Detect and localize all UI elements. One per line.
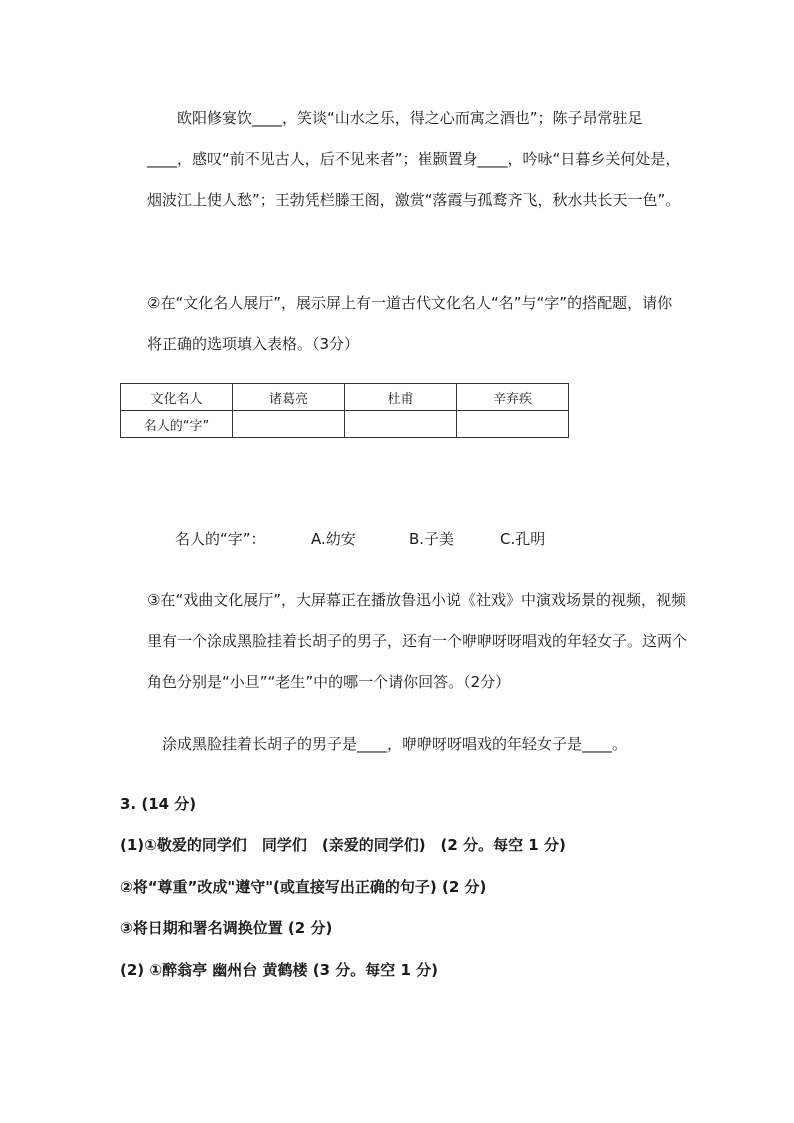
table-answer-cell bbox=[345, 411, 457, 438]
table-header-cell: 文化名人 bbox=[121, 384, 233, 411]
table-answer-cell bbox=[233, 411, 345, 438]
option-b: B.子美 bbox=[409, 530, 455, 548]
opera-fill-blank: 涂成黑脸挂着长胡子的男子是____，咿咿呀呀唱戏的年轻女子是____。 bbox=[162, 735, 628, 753]
answer-line-1: (1)①敬爱的同学们 同学们 (亲爱的同学们) (2 分。每空 1 分) bbox=[120, 836, 566, 854]
options-line bbox=[175, 529, 546, 549]
table-row bbox=[121, 411, 569, 438]
table-header-cell: 诸葛亮 bbox=[233, 384, 345, 411]
name-courtesy-table bbox=[120, 383, 569, 438]
answer-line-3: ③将日期和署名调换位置 (2 分) bbox=[120, 919, 333, 937]
table-header-row bbox=[121, 384, 569, 411]
table-row-label: 名人的“字” bbox=[121, 411, 233, 438]
table-header-cell: 杜甫 bbox=[345, 384, 457, 411]
option-c: C.孔明 bbox=[500, 530, 546, 548]
paragraph-famous-places: 欧阳修宴饮____，笑谈“山水之乐，得之心而寓之酒也”；陈子昂常驻足____，感叹“前不见古人，后不见来者”；崔颢置身____，吟咏“日暮乡关何处是，烟波江上使人愁”；王勃凭栏滕王阁，激赏“落霞与孤鹜齐飞，秋水共长天一色”。 bbox=[147, 109, 681, 209]
paragraph-opera-question: ③在“戏曲文化展厅”，大屏幕正在播放鲁迅小说《社戏》中演戏场景的视频，视频里有一个涂成黑脸挂着长胡子的男子，还有一个咿咿呀呀唱戏的年轻女子。这两个角色分别是“小旦”“老生”中的哪一个请你回答。（2分） bbox=[147, 591, 688, 691]
option-a: A.幼安 bbox=[311, 530, 356, 548]
answer-heading: 3. (14 分) bbox=[120, 795, 197, 813]
options-label: 名人的“字”： bbox=[175, 530, 266, 548]
answer-line-4: (2) ①醉翁亭 幽州台 黄鹤楼 (3 分。每空 1 分) bbox=[120, 961, 438, 979]
table-header-cell: 辛弃疾 bbox=[457, 384, 569, 411]
table-answer-cell bbox=[457, 411, 569, 438]
answer-line-2: ②将“尊重”改成"遵守"(或直接写出正确的句子) (2 分) bbox=[120, 878, 487, 896]
paragraph-name-matching-question: ②在“文化名人展厅”，展示屏上有一道古代文化名人“名”与“字”的搭配题，请你将正确的选项填入表格。（3分） bbox=[147, 294, 673, 353]
